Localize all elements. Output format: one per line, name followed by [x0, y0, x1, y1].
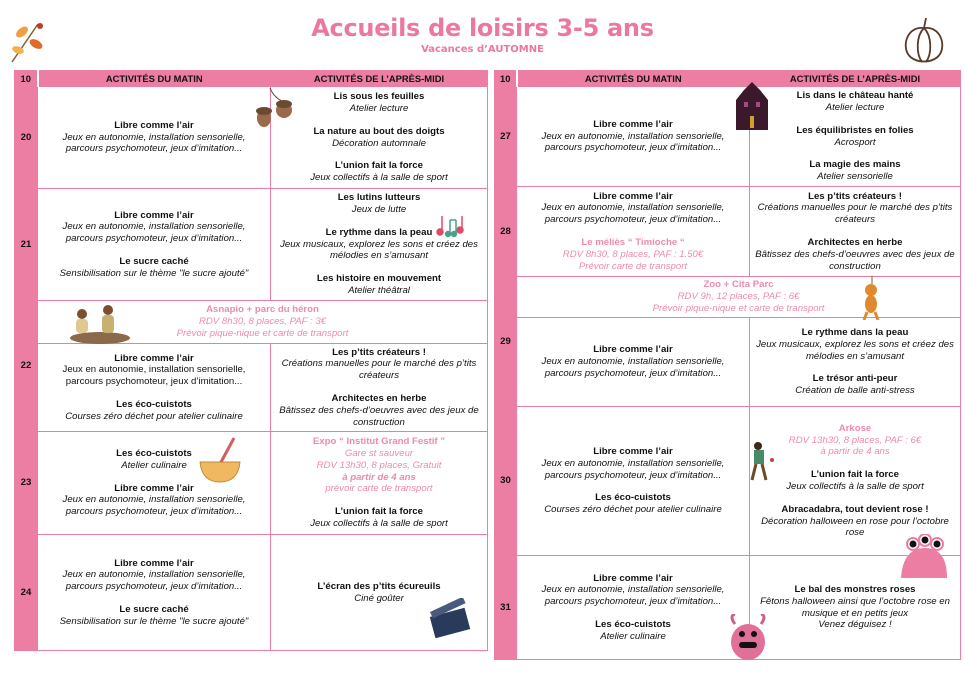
activity-title: Arkose	[838, 422, 872, 434]
afternoon-cell	[750, 407, 961, 556]
activity-title: Les éco-cuistots	[116, 398, 192, 410]
activity-description: Atelier culinaire	[600, 630, 666, 642]
page-subtitle: Vacances d’AUTOMNE	[421, 44, 544, 55]
afternoon-cell	[750, 87, 961, 187]
activity-title: Le sucre caché	[119, 603, 189, 615]
day-row	[15, 189, 488, 301]
activity-description: Atelier lecture	[349, 102, 409, 114]
outing-cell	[517, 277, 961, 318]
activity-title: Les éco-cuistots	[116, 448, 192, 459]
activity-title: L’union fait la force	[335, 506, 423, 518]
activity	[752, 423, 958, 458]
day-row	[495, 407, 961, 556]
day-number: 28	[495, 187, 517, 277]
activity-description: Jeux collectifs à la salle de sport	[786, 481, 924, 492]
activity-description: RDV 8h30, 8 places, PAF : 1.50€	[562, 248, 704, 260]
activity-description: Acrosport	[834, 136, 876, 148]
activity	[273, 91, 485, 115]
morning-cell	[38, 87, 271, 189]
morning-header: ACTIVITÉS DU MATIN	[517, 71, 750, 87]
activity	[752, 373, 958, 397]
morning-header: ACTIVITÉS DU MATIN	[38, 71, 271, 87]
activity	[273, 160, 485, 184]
activity-description: parcours psychomoteur, jeux d’imitation...	[65, 233, 243, 245]
schedule-table-week-2	[494, 70, 961, 660]
activity-title: Le méliès “ Timioche “	[581, 237, 685, 248]
activity-description: parcours psychomoteur, jeux d’imitation...	[544, 367, 722, 379]
activity-description: Bâtissez des chefs-d’oeuvres avec des jeux de construction	[279, 404, 479, 428]
activity	[752, 159, 958, 183]
activity-title: Les lutins lutteurs	[337, 192, 421, 204]
activity	[519, 119, 747, 154]
activity-title: Les équilibristes en folies	[796, 124, 914, 136]
day-number: 30	[495, 407, 517, 556]
activity-description: Jeux en autonomie, installation sensorielle,	[62, 221, 246, 233]
activity-description: Créations manuelles pour le marché des p’tits créateurs	[281, 358, 477, 382]
afternoon-cell	[271, 87, 488, 189]
activity-description: Jeux musicaux, explorez les sons et créez des mélodies en s’amusant	[280, 238, 478, 262]
activity-title: Libre comme l’air	[593, 344, 673, 356]
day-row	[495, 318, 961, 407]
afternoon-cell	[750, 318, 961, 407]
day-row	[15, 432, 488, 535]
activity-description: Atelier culinaire	[121, 459, 187, 471]
activity	[40, 120, 268, 155]
activity	[40, 604, 268, 628]
activity-description: RDV 13h30, 8 places, Gratuit	[316, 459, 442, 471]
morning-cell	[38, 344, 271, 432]
activity	[273, 393, 485, 428]
activity-description: Décoration automnale	[332, 137, 426, 149]
activity-description: parcours psychomoteur, jeux d’imitation...	[544, 214, 722, 226]
activity-description: Sensibilisation sur le thème "le sucre ajouté"	[59, 267, 249, 279]
activity-description: Jeux en autonomie, installation sensorielle,	[541, 584, 725, 596]
activity	[40, 210, 268, 245]
activity-description: Fêtons halloween ainsi que l’octobre rose en musique et en petits jeux	[760, 595, 950, 619]
activity-description: parcours psychomoteur, jeux d’imitation...	[544, 142, 722, 154]
activity-description: Jeux en autonomie, installation sensorielle,	[62, 131, 246, 143]
day-row	[495, 187, 961, 277]
day-row	[495, 87, 961, 187]
morning-cell	[38, 189, 271, 301]
activity	[752, 90, 958, 114]
activity	[273, 126, 485, 150]
activity-title: Architectes en herbe	[807, 237, 903, 248]
activity-description: Atelier théâtral	[348, 284, 410, 296]
activity-description: Venez déguisez !	[818, 619, 892, 631]
day-row	[15, 87, 488, 189]
activity	[40, 304, 485, 339]
afternoon-header: ACTIVITÉS DE L’APRÈS-MIDI	[271, 71, 488, 87]
afternoon-cell	[271, 189, 488, 301]
activity-title: Libre comme l’air	[593, 118, 673, 130]
activity-description: parcours psychomoteur, jeux d’imitation...	[544, 596, 722, 608]
activity-description: Création de balle anti-stress	[795, 385, 915, 397]
activity	[273, 436, 485, 495]
activity	[519, 191, 747, 226]
activity-description: à partir de 4 ans	[820, 446, 890, 458]
activity	[273, 227, 485, 262]
activity-description: Prévoir pique-nique et carte de transport	[652, 302, 825, 314]
day-number: 20	[15, 87, 38, 189]
activity-title: Libre comme l’air	[114, 352, 194, 364]
activity-note: prévoir carte de transport	[325, 483, 433, 495]
day-row	[15, 535, 488, 651]
age-requirement: à partir de 4 ans	[342, 471, 416, 483]
day-number: 29	[495, 277, 517, 407]
activity-description: Jeux en autonomie, installation sensorielle,	[541, 457, 725, 469]
activity-title: Lis sous les feuilles	[333, 91, 425, 103]
activity	[752, 125, 958, 149]
day-row	[15, 344, 488, 432]
activity	[273, 192, 485, 216]
outing-cell	[38, 301, 488, 344]
morning-cell	[517, 87, 750, 187]
activity-title: Libre comme l’air	[114, 557, 194, 569]
activity-description: Atelier lecture	[825, 101, 885, 113]
activity-description: RDV 9h, 12 places, PAF : 6€	[677, 291, 800, 303]
morning-cell	[517, 407, 750, 556]
activity-title: Libre comme l’air	[114, 209, 194, 221]
activity	[752, 237, 958, 272]
activity-title: La magie des mains	[809, 159, 901, 171]
activity-description: Prévoir pique-nique et carte de transport	[176, 327, 349, 339]
month-header: 10	[495, 71, 517, 87]
activity-title: Architectes en herbe	[331, 393, 427, 404]
activity-description: Jeux en autonomie, installation sensorielle,	[541, 356, 725, 368]
activity-title: Lis dans le château hanté	[796, 90, 914, 102]
activity-description: Jeux en autonomie, installation sensorielle,	[62, 494, 246, 506]
day-row	[495, 556, 961, 660]
activity-title: Libre comme l’air	[593, 572, 673, 584]
day-row	[495, 277, 961, 318]
day-number: 31	[495, 556, 517, 660]
afternoon-cell	[271, 432, 488, 535]
activity-description: parcours psychomoteur, jeux d’imitation...	[65, 581, 243, 593]
activity-title: L’union fait la force	[811, 469, 899, 481]
day-number: 22	[15, 301, 38, 432]
activity-description: parcours psychomoteur, jeux d’imitation...	[65, 143, 243, 155]
day-number: 27	[495, 87, 517, 187]
activity-title: Asnapio + parc du héron	[206, 304, 319, 316]
activity-title: Le trésor anti-peur	[812, 373, 898, 385]
activity-title: Le bal des monstres roses	[794, 583, 916, 595]
activity-description: Bâtissez des chefs-d’oeuvres avec des jeux de construction	[755, 248, 955, 272]
activity	[519, 492, 747, 516]
activity-title: Les éco-cuistots	[595, 618, 671, 630]
activity-title: L’écran des p’tits écureuils	[317, 580, 441, 592]
activity-description: Prévoir carte de transport	[578, 260, 688, 272]
activity-description: Courses zéro déchet pour atelier culinaire	[544, 504, 722, 516]
morning-cell	[517, 318, 750, 407]
page-title: Accueils de loisirs 3-5 ans	[311, 14, 654, 42]
afternoon-cell	[750, 187, 961, 277]
activity	[519, 344, 747, 379]
activity-description: parcours psychomoteur, jeux d’imitation...	[65, 506, 243, 518]
activity	[40, 483, 268, 518]
activity	[752, 469, 958, 493]
activity-description: Créations manuelles pour le marché des p’tits créateurs	[757, 202, 953, 226]
activity-description: RDV 13h30, 8 places, PAF : 6€	[788, 434, 922, 446]
activity-title: Libre comme l’air	[114, 482, 194, 494]
activity-title: Expo “ Institut Grand Festif ”	[312, 436, 446, 448]
activity-title: La nature au bout des doigts	[313, 125, 445, 137]
activity-title: Les p’tits créateurs !	[808, 190, 902, 202]
day-number: 24	[15, 535, 38, 651]
activity-description: Jeux en autonomie, installation sensorielle,	[62, 569, 246, 581]
afternoon-cell	[271, 344, 488, 432]
activity-title: Les p’tits créateurs !	[332, 346, 426, 358]
activity-title: Libre comme l’air	[593, 190, 673, 202]
activity-description: Atelier sensorielle	[817, 171, 893, 183]
activity	[752, 584, 958, 631]
activity-description: RDV 8h30, 8 places, PAF : 3€	[198, 316, 327, 328]
activity-description: Jeux en autonomie, installation sensorielle,	[541, 130, 725, 142]
activity-title: Libre comme l’air	[114, 119, 194, 131]
activity-description: Jeux en autonomie, installation sensorielle,	[62, 364, 246, 376]
activity	[752, 327, 958, 362]
activity	[40, 399, 268, 423]
month-header: 10	[15, 71, 38, 87]
activity	[752, 191, 958, 226]
activity-title: Le sucre caché	[119, 255, 189, 267]
activity-title: Zoo + Cita Parc	[703, 279, 774, 291]
activity-title: Le rythme dans la peau	[325, 226, 433, 238]
activity-title: Libre comme l’air	[593, 446, 673, 457]
activity	[40, 256, 268, 280]
activity-title: Le rythme dans la peau	[801, 327, 909, 338]
activity	[519, 573, 747, 608]
activity-description: parcours psychomoteur, jeux d’imitation...	[544, 469, 722, 481]
afternoon-cell	[271, 535, 488, 651]
activity-description: Jeux collectifs à la salle de sport	[310, 172, 448, 184]
morning-cell	[517, 556, 750, 660]
header-row	[495, 71, 961, 87]
activity	[40, 448, 268, 472]
activity	[519, 237, 747, 272]
activity-title: Abracadabra, tout devient rose !	[781, 503, 929, 515]
day-row	[15, 301, 488, 344]
activity-title: Les éco-cuistots	[595, 492, 671, 504]
activity-description: Jeux musicaux, explorez les sons et créez des mélodies en s’amusant	[756, 338, 954, 362]
activity	[273, 581, 485, 605]
day-number: 23	[15, 432, 38, 535]
activity-title: Les histoire en mouvement	[316, 273, 442, 285]
morning-cell	[38, 432, 271, 535]
header-row	[15, 71, 488, 87]
morning-cell	[38, 535, 271, 651]
activity-description: Courses zéro déchet pour atelier culinaire	[65, 410, 243, 422]
activity	[519, 619, 747, 643]
activity	[519, 446, 747, 481]
day-number: 21	[15, 189, 38, 301]
activity-description: Jeux de lutte	[351, 204, 407, 215]
activity	[752, 504, 958, 539]
activity	[273, 506, 485, 530]
activity-description: Jeux en autonomie, installation sensorielle,	[541, 202, 725, 214]
activity-description: Gare st sauveur	[344, 448, 414, 459]
schedule-table-week-1	[14, 70, 488, 651]
activity	[40, 558, 268, 593]
activity	[273, 347, 485, 382]
afternoon-header: ACTIVITÉS DE L’APRÈS-MIDI	[750, 71, 961, 87]
activity	[40, 353, 268, 388]
afternoon-cell	[750, 556, 961, 660]
activity-description: parcours psychomoteur, jeux d’imitation...	[65, 376, 243, 388]
activity	[519, 279, 958, 314]
activity-description: Ciné goûter	[354, 592, 404, 604]
activity-description: Décoration halloween en rose pour l’octobre rose	[761, 515, 949, 539]
morning-cell	[517, 187, 750, 277]
activity-title: L’union fait la force	[335, 160, 423, 172]
activity-description: Jeux collectifs à la salle de sport	[310, 517, 448, 529]
activity	[273, 273, 485, 297]
activity-description: Sensibilisation sur le thème "le sucre ajouté"	[59, 615, 249, 627]
